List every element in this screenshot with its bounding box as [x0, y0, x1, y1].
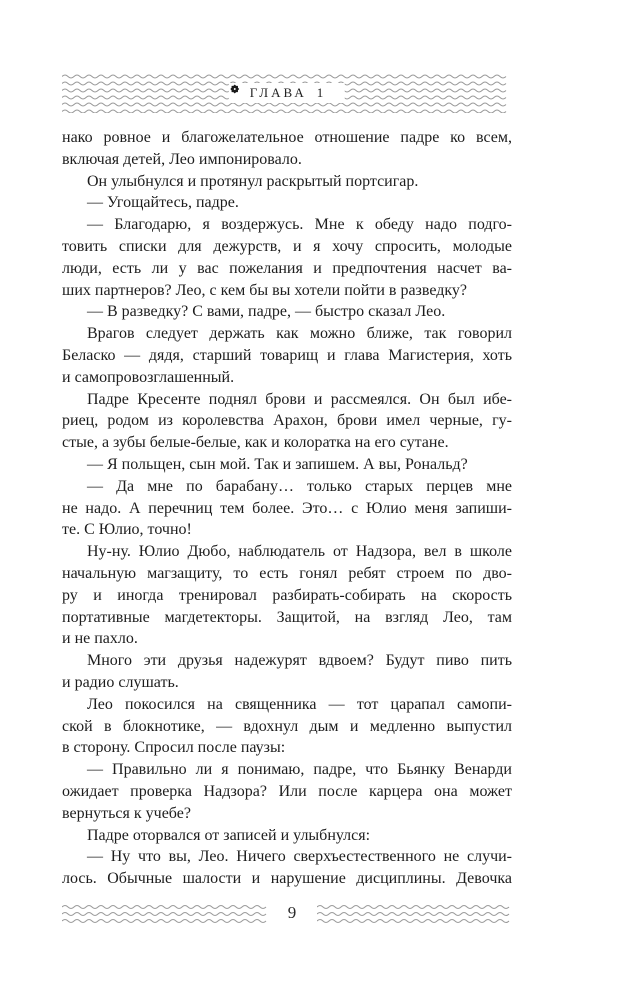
text-line: товить списки для дежурств, и я хочу спросить, молодые: [62, 237, 512, 255]
text-line: — Я польщен, сын мой. Так и запишем. А вы, Рональд?: [87, 455, 468, 473]
text-line: люди, есть ли у вас пожелания и предпочтения насчет ва-: [62, 259, 512, 277]
text-line: лось. Обычные шалости и нарушение дисциплины. Девочка: [62, 870, 512, 888]
text-line: ру и иногда тренировал разбирать-собирать на скорость: [62, 586, 512, 604]
page-footer: [62, 901, 512, 925]
text-line: Падре оторвался от записей и улыбнулся:: [87, 826, 371, 844]
text-line: — Благодарю, я воздержусь. Мне к обеду надо подго-: [87, 216, 512, 234]
text-line: ожидает проверка Надзора? Или после карцера она может: [62, 782, 512, 800]
chapter-number: 1: [316, 85, 325, 100]
page-number: 9: [287, 903, 297, 922]
text-line: Много эти друзья надежурят вдвоем? Будут пиво пить: [87, 652, 512, 670]
text-line: и радио слушать.: [62, 673, 179, 691]
text-line: Беласко — дядя, старший товарищ и глава Магистерия, хоть: [62, 346, 512, 364]
text-line: — Угощайтесь, падре.: [87, 194, 239, 212]
text-line: Падре Кресенте поднял брови и рассмеялся. Он был ибе-: [87, 390, 512, 408]
text-line: включая детей, Лео импонировало.: [62, 150, 302, 168]
chapter-word: ГЛАВА: [249, 85, 307, 100]
text-line: — Ну что вы, Лео. Ничего сверхъестественного не случи-: [87, 848, 512, 866]
text-line: Врагов следует держать как можно ближе, так говорил: [87, 325, 512, 343]
text-line: ших партнеров? Лео, с кем бы вы хотели пойти в разведку?: [62, 281, 468, 299]
body-text: [62, 127, 512, 890]
text-line: и не пахло.: [62, 630, 138, 648]
text-line: Он улыбнулся и протянул раскрытый портсигар.: [87, 172, 419, 190]
text-line: портативные магдетекторы. Защитой, на взгляд Лео, там: [62, 608, 512, 626]
wave-ornament-footer-right: [317, 901, 512, 925]
text-line: — Правильно ли я понимаю, падре, что Бьянку Венарди: [87, 761, 512, 779]
wave-ornament-footer-left: [62, 901, 267, 925]
text-line: вернуться к учебе?: [62, 804, 191, 822]
text-line: — Да мне по барабану… только старых перцев мне: [87, 477, 512, 495]
text-line: Лео покосился на священника — тот царапал самопи-: [87, 695, 512, 713]
text-line: начальную магзащиту, то есть гонял ребят строем по дво-: [62, 564, 512, 582]
text-line: риец, родом из королевства Арахон, брови имел черные, гу-: [62, 412, 512, 430]
text-line: те. С Юлио, точно!: [62, 521, 192, 539]
text-line: не надо. А перечниц тем более. Это… с Юлио меня запиши-: [62, 499, 512, 517]
eight-petal-star-icon: [229, 83, 241, 95]
text-line: Ну-ну. Юлио Дюбо, наблюдатель от Надзора, вел в школе: [87, 543, 512, 561]
text-line: нако ровное и благожелательное отношение падре ко всем,: [62, 129, 512, 146]
text-line: — В разведку? С вами, падре, — быстро сказал Лео.: [87, 303, 446, 321]
text-line: в сторону. Спросил после паузы:: [62, 739, 286, 757]
text-line: ской в блокнотике, — вдохнул дым и медленно выпустил: [62, 717, 512, 735]
text-line: и самопровозглашенный.: [62, 368, 235, 386]
text-line: стые, а зубы белые-белые, как и колоратка на его сутане.: [62, 434, 449, 452]
chapter-title: [229, 83, 345, 103]
chapter-header-band: [62, 73, 512, 113]
